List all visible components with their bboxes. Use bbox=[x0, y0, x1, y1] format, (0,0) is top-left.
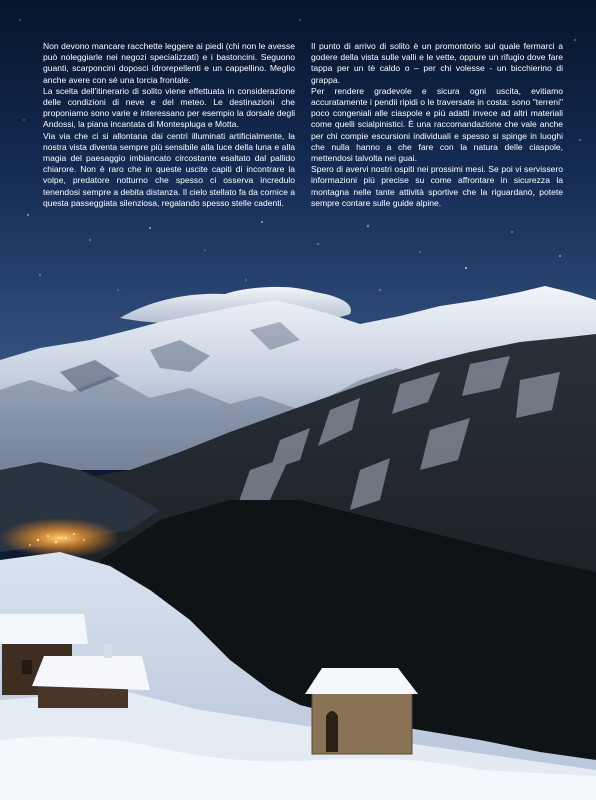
stone-chapel bbox=[305, 668, 418, 754]
paragraph: Via via che ci si allontana dai centri illuminati artificialmente, la nostra vista diventa sempre più sensibile alla luce della luna e alla magia del paesaggio imbiancato circostante esaltato dal pallido chiarore. Non è raro che in queste uscite capiti di incontrare la volpe, predatore notturno che spesso ci osserva incredulo tenendosi sempre a debita distanza. Il cielo stellato fa da cornice a questa passeggiata silenziosa, regalando spesso stelle cadenti. bbox=[43, 130, 295, 208]
paragraph: Spero di avervi nostri ospiti nei prossimi mesi. Se poi vi servissero informazioni più precise su come affrontare in sicurezza la montagna nelle tante attività sportive che la riguardano, potete sempre contare sulle guide alpine. bbox=[311, 164, 563, 208]
article-column-left bbox=[43, 41, 295, 209]
paragraph: La scelta dell'itinerario di solito viene effettuata in considerazione delle condizioni di neve e del meteo. Le destinazioni che proponiamo sono varie e interessano per esempio la dorsale degli Andossi, la piana incantata di Montespluga e Motta. bbox=[43, 85, 295, 130]
paragraph: Il punto di arrivo di solito è un promontorio sul quale fermarci a godere della vista sulle valli e le vette, oppure un rifugio dove fare tappa per un tè caldo o – per chi volesse - un bicchierino di grappa. bbox=[311, 41, 563, 85]
paragraph: Per rendere gradevole e sicura ogni uscita, evitiamo accuratamente i pendii ripidi o le traversate in costa: sono "terreni" poco congeniali alle ciaspole e più adatti invece ad altri materiali come quelli scialpinistici. È una raccomandazione che vale anche per chi compie escursioni individuali e spesso si spinge in luoghi che nulla hanno a che fare con la natura delle ciaspole, mettendosi talvolta nei guai. bbox=[311, 85, 563, 164]
article-column-right bbox=[311, 41, 563, 209]
paragraph: Non devono mancare racchette leggere ai piedi (chi non le avesse può noleggiarle nei negozi specializzati) e i bastoncini. Seguono guanti, scarponcini doposci idrorepellenti e un cappellino. Meglio anche avere con sé una torcia frontale. bbox=[43, 41, 295, 85]
